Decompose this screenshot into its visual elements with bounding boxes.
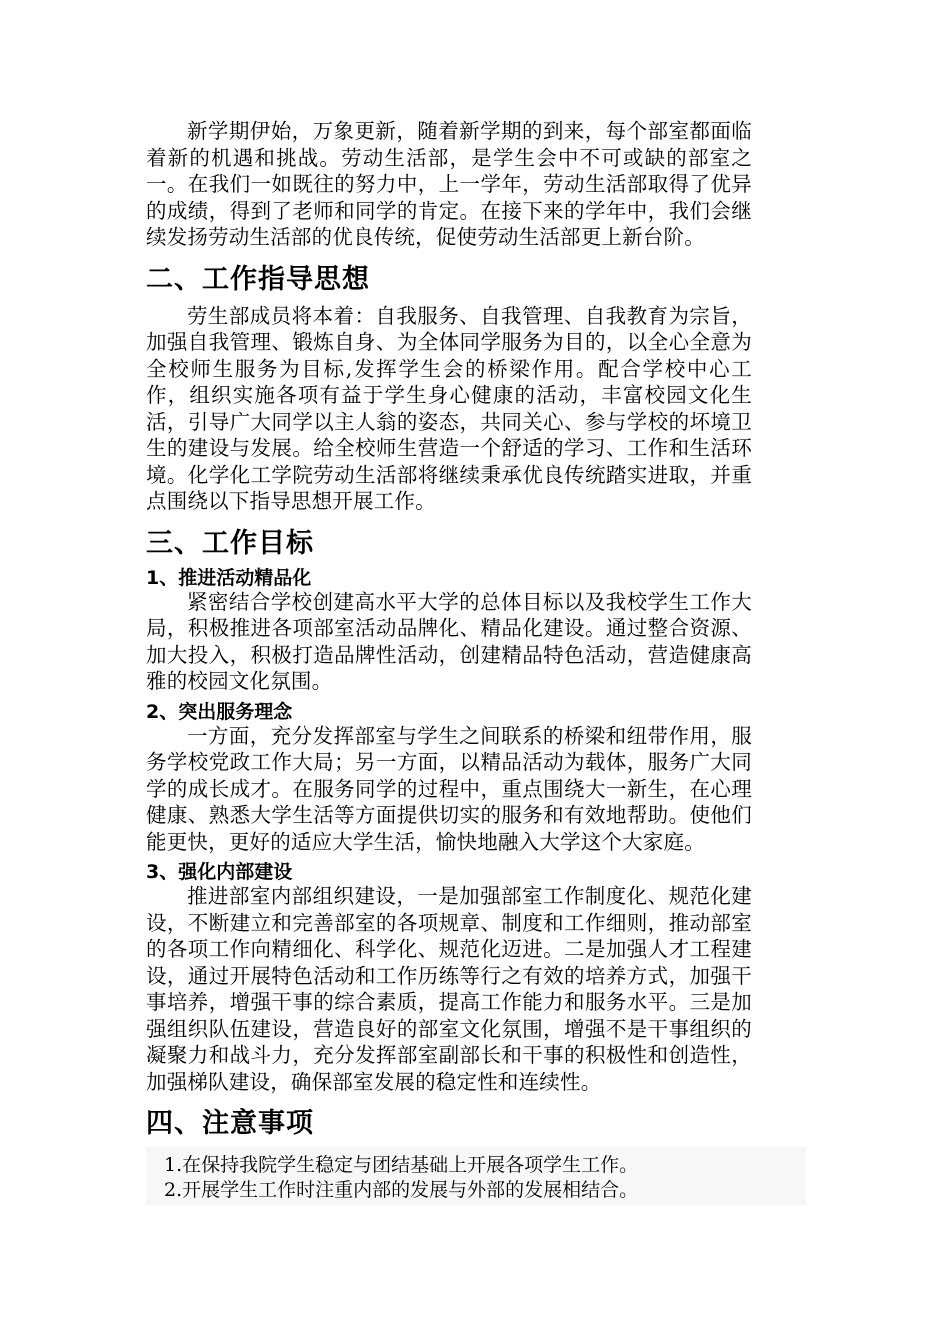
section-heading-guiding-ideology: 二、工作指导思想 bbox=[146, 263, 370, 295]
notes-list bbox=[146, 1147, 806, 1205]
intro-paragraph: 新学期伊始，万象更新，随着新学期的到来，每个部室都面临着新的机遇和挑战。劳动生活部，是学生会中不可或缺的部室之一。在我们一如既往的努力中，上一学年，劳动生活部取得了优异的成绩，得到了老师和同学的肯定。在接下来的学年中，我们会继续发扬劳动生活部的优良传统，促使劳动生活部更上新台阶。 bbox=[146, 119, 752, 249]
goal-3-title: 3、强化内部建设 bbox=[146, 861, 293, 883]
section-heading-notes: 四、注意事项 bbox=[146, 1108, 314, 1139]
goal-1-paragraph: 紧密结合学校创建高水平大学的总体目标以及我校学生工作大局，积极推进各项部室活动品牌化、精品化建设。通过整合资源、加大投入，积极打造品牌性活动，创建精品特色活动，营造健康高雅的校园文化氛围。 bbox=[146, 589, 752, 693]
goal-1-title: 1、推进活动精品化 bbox=[146, 566, 312, 589]
goal-3-paragraph: 推进部室内部组织建设，一是加强部室工作制度化、规范化建设，不断建立和完善部室的各项规章、制度和工作细则，推动部室的各项工作向精细化、科学化、规范化迈进。二是加强人才工程建设，通过开展特色活动和工作历练等行之有效的培养方式，加强干事培养，增强干事的综合素质，提高工作能力和服务水平。三是加强组织队伍建设，营造良好的部室文化氛围，增强不是干事组织的凝聚力和战斗力，充分发挥部室副部长和干事的积极性和创造性，加强梯队建设，确保部室发展的稳定性和连续性。 bbox=[146, 884, 752, 1094]
guiding-ideology-paragraph: 劳生部成员将本着：自我服务、自我管理、自我教育为宗旨，加强自我管理、锻炼自身、为全体同学服务为目的，以全心全意为全校师生服务为目标,发挥学生会的桥梁作用。配合学校中心工作，组织实施各项有益于学生身心健康的活动，丰富校园文化生活，引导广大同学以主人翁的姿态，共同关心、参与学校的坏境卫生的建设与发展。给全校师生营造一个舒适的学习、工作和生活环境。化学化工学院劳动生活部将继续秉承优良传统踏实进取，并重点围绕以下指导思想开展工作。 bbox=[146, 303, 752, 513]
note-item-1: 1.在保持我院学生稳定与团结基础上开展各项学生工作。 bbox=[164, 1154, 639, 1176]
note-item-2: 2.开展学生工作时注重内部的发展与外部的发展相结合。 bbox=[164, 1179, 639, 1201]
document-page bbox=[146, 118, 752, 1205]
goal-2-title: 2、突出服务理念 bbox=[146, 700, 293, 723]
section-heading-work-goals: 三、工作目标 bbox=[146, 527, 314, 559]
goal-2-paragraph: 一方面，充分发挥部室与学生之间联系的桥梁和纽带作用，服务学校党政工作大局；另一方面，以精品活动为载体，服务广大同学的成长成才。在服务同学的过程中，重点围绕大一新生，在心理健康、熟悉大学生活等方面提供切实的服务和有效地帮助。使他们能更快，更好的适应大学生活，愉快地融入大学这个大家庭。 bbox=[146, 723, 752, 854]
